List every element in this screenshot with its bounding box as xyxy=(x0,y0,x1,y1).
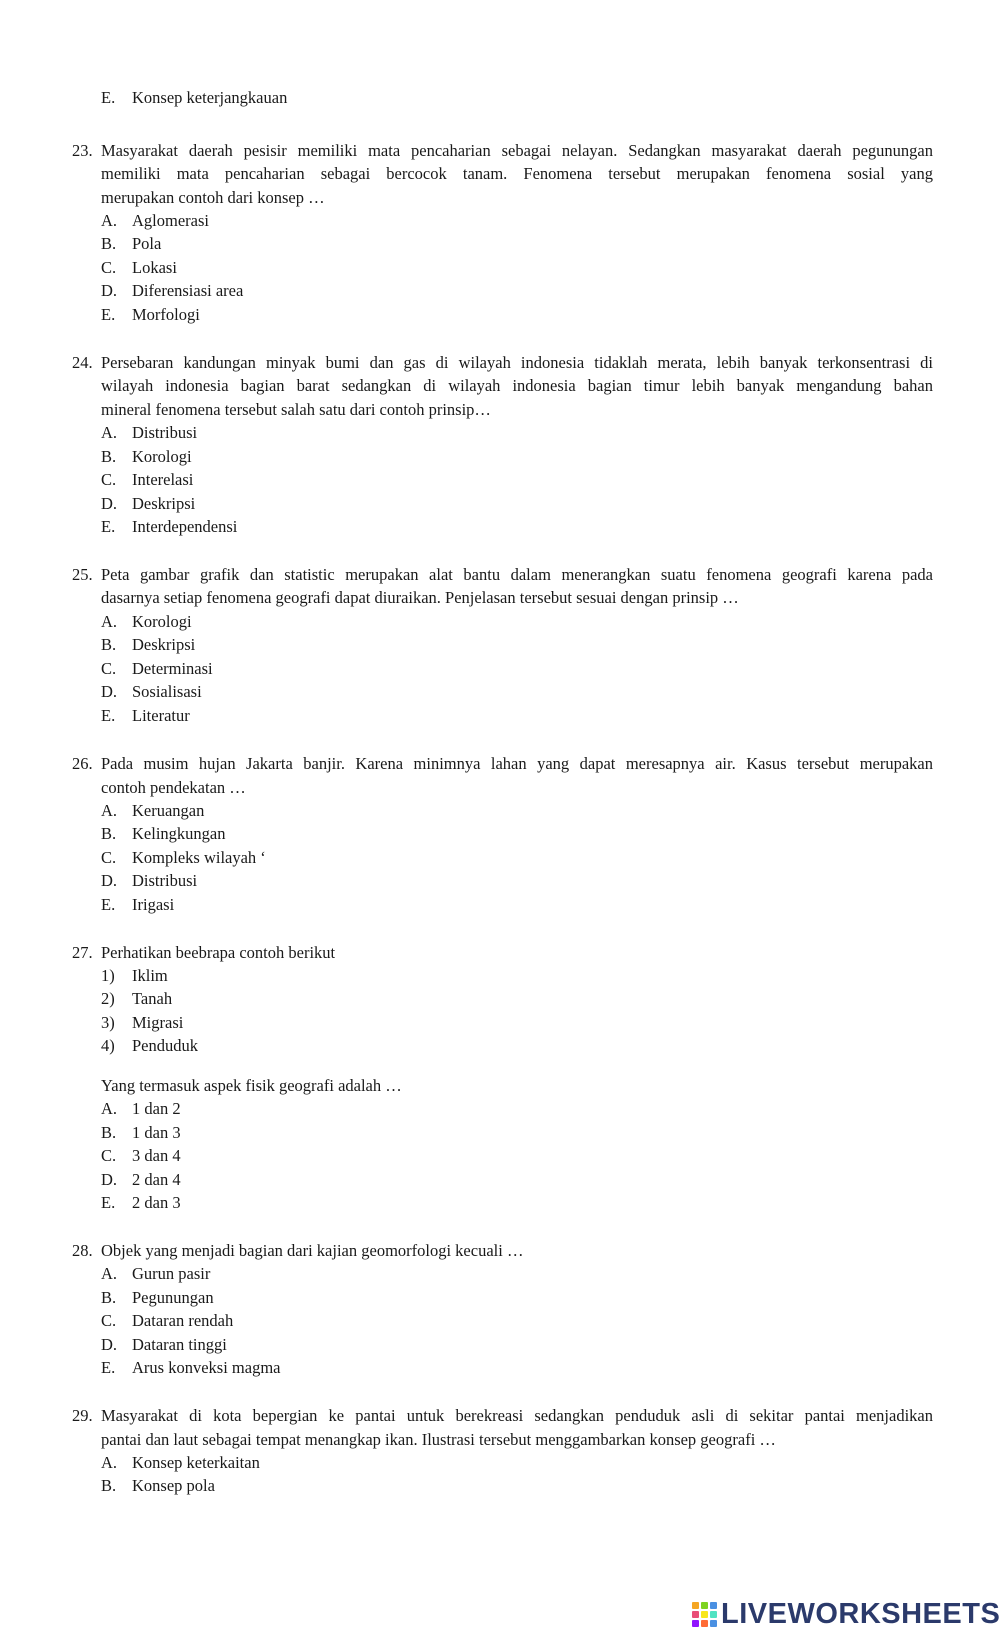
option-letter: A. xyxy=(101,1099,118,1118)
option-letter: C. xyxy=(101,470,117,489)
option-text: Kelingkungan xyxy=(132,824,226,843)
logo-tile xyxy=(701,1611,708,1618)
option-text: Determinasi xyxy=(132,659,213,678)
option-text: Lokasi xyxy=(132,258,177,277)
question-number: 27. xyxy=(72,943,93,962)
option-text: 1 dan 2 xyxy=(132,1099,181,1118)
option-text: Distribusi xyxy=(132,423,198,442)
option-text: Distribusi xyxy=(132,871,198,890)
option-letter: A. xyxy=(101,612,118,631)
option-letter: E. xyxy=(101,1193,116,1212)
question-text-line: Persebaran kandungan minyak bumi dan gas di wilayah indonesia tidaklah merata, lebih banyak terkonsentrasi di xyxy=(101,353,933,372)
option-letter: D. xyxy=(101,871,118,890)
option-letter: B. xyxy=(101,1476,117,1495)
option-letter: C. xyxy=(101,1146,117,1165)
option-text: 3 dan 4 xyxy=(132,1146,181,1165)
list-item-text: Iklim xyxy=(132,966,168,985)
option-text: Pola xyxy=(132,234,162,253)
option-text: Interelasi xyxy=(132,470,194,489)
question-text-line: merupakan contoh dari konsep … xyxy=(101,188,325,207)
option-letter: A. xyxy=(101,423,118,442)
question-text-line: dasarnya setiap fenomena geografi dapat diuraikan. Penjelasan tersebut sesuai dengan prinsip … xyxy=(101,588,739,607)
list-item-text: Penduduk xyxy=(132,1036,198,1055)
option-text: Irigasi xyxy=(132,895,175,914)
option-text: Dataran tinggi xyxy=(132,1335,227,1354)
option-text: Pegunungan xyxy=(132,1288,214,1307)
option-letter: C. xyxy=(101,258,117,277)
option-letter: D. xyxy=(101,682,118,701)
list-item-text: Tanah xyxy=(132,989,173,1008)
logo-tile xyxy=(710,1602,717,1609)
option-text: 2 dan 3 xyxy=(132,1193,181,1212)
question-number: 26. xyxy=(72,754,93,773)
option-text: Morfologi xyxy=(132,305,200,324)
option-text: Arus konveksi magma xyxy=(132,1358,281,1377)
option-text: Korologi xyxy=(132,612,192,631)
option-text: Keruangan xyxy=(132,801,205,820)
list-number: 1) xyxy=(101,966,115,985)
list-number: 3) xyxy=(101,1013,115,1032)
option-letter: B. xyxy=(101,234,117,253)
logo-tile xyxy=(692,1602,699,1609)
question-number: 29. xyxy=(72,1406,93,1425)
option-text: Aglomerasi xyxy=(132,211,209,230)
logo-tile xyxy=(710,1620,717,1627)
option-text: Sosialisasi xyxy=(132,682,202,701)
option-text: Korologi xyxy=(132,447,192,466)
question-text-line: Pada musim hujan Jakarta banjir. Karena minimnya lahan yang dapat meresapnya air. Kasus tersebut merupakan xyxy=(101,754,933,773)
question-text-line: Peta gambar grafik dan statistic merupakan alat bantu dalam menerangkan suatu fenomena geografi karena pada xyxy=(101,565,933,584)
option-text: Diferensiasi area xyxy=(132,281,244,300)
option-letter: A. xyxy=(101,801,118,820)
option-text: Deskripsi xyxy=(132,635,196,654)
option-letter: C. xyxy=(101,848,117,867)
question-text-line: contoh pendekatan … xyxy=(101,778,246,797)
option-letter: B. xyxy=(101,1288,117,1307)
question-text-line: Objek yang menjadi bagian dari kajian geomorfologi kecuali … xyxy=(101,1241,524,1260)
option-text: Konsep keterkaitan xyxy=(132,1453,260,1472)
logo-tile xyxy=(710,1611,717,1618)
option-letter: C. xyxy=(101,659,117,678)
question-text-line: pantai dan laut sebagai tempat menangkap ikan. Ilustrasi tersebut menggambarkan konsep geografi … xyxy=(101,1430,776,1449)
option-letter: C. xyxy=(101,1311,117,1330)
option-letter: B. xyxy=(101,447,117,466)
option-text: Konsep pola xyxy=(132,1476,215,1495)
logo-tile xyxy=(701,1620,708,1627)
question-number: 23. xyxy=(72,141,93,160)
question-text-line: Perhatikan beebrapa contoh berikut xyxy=(101,943,336,962)
option-letter: D. xyxy=(101,281,118,300)
list-number: 2) xyxy=(101,989,115,1008)
liveworksheets-wordmark: LIVEWORKSHEETS xyxy=(721,1597,1000,1630)
option-text: Literatur xyxy=(132,706,190,725)
option-letter: D. xyxy=(101,1170,118,1189)
question-text-line: memiliki mata pencaharian sebagai bercocok tanam. Fenomena tersebut merupakan fenomena sosial yang xyxy=(101,164,933,183)
option-letter: D. xyxy=(101,494,118,513)
option-text: Dataran rendah xyxy=(132,1311,234,1330)
question-number: 25. xyxy=(72,565,93,584)
option-text: Deskripsi xyxy=(132,494,196,513)
option-text: 1 dan 3 xyxy=(132,1123,181,1142)
logo-tile xyxy=(701,1602,708,1609)
question-prompt: Yang termasuk aspek fisik geografi adalah … xyxy=(101,1076,402,1095)
option-text: Konsep keterjangkauan xyxy=(132,88,288,107)
option-letter: B. xyxy=(101,1123,117,1142)
liveworksheets-logo[interactable] xyxy=(692,1598,1000,1630)
option-letter: B. xyxy=(101,635,117,654)
option-letter: E. xyxy=(101,88,116,107)
question-text-line: Masyarakat di kota bepergian ke pantai untuk berekreasi sedangkan penduduk asli di sekitar pantai menjadikan xyxy=(101,1406,933,1425)
option-text: Interdependensi xyxy=(132,517,238,536)
question-number: 28. xyxy=(72,1241,93,1260)
option-text: 2 dan 4 xyxy=(132,1170,181,1189)
option-letter: E. xyxy=(101,1358,116,1377)
option-letter: E. xyxy=(101,305,116,324)
logo-tile xyxy=(692,1611,699,1618)
option-text: Kompleks wilayah ‘ xyxy=(132,848,266,867)
logo-tile xyxy=(692,1620,699,1627)
list-number: 4) xyxy=(101,1036,115,1055)
option-letter: A. xyxy=(101,1453,118,1472)
list-item-text: Migrasi xyxy=(132,1013,184,1032)
option-text: Gurun pasir xyxy=(132,1264,211,1283)
option-letter: E. xyxy=(101,706,116,725)
option-letter: E. xyxy=(101,517,116,536)
option-letter: D. xyxy=(101,1335,118,1354)
option-letter: E. xyxy=(101,895,116,914)
option-letter: A. xyxy=(101,1264,118,1283)
question-number: 24. xyxy=(72,353,93,372)
question-text-line: Masyarakat daerah pesisir memiliki mata pencaharian sebagai nelayan. Sedangkan masyarakat daerah pegunungan xyxy=(101,141,933,160)
liveworksheets-grid-icon xyxy=(692,1602,717,1627)
option-letter: B. xyxy=(101,824,117,843)
question-text-line: wilayah indonesia bagian barat sedangkan di wilayah indonesia bagian timur lebih banyak mengandung bahan xyxy=(101,376,933,395)
option-letter: A. xyxy=(101,211,118,230)
question-text-line: mineral fenomena tersebut salah satu dari contoh prinsip… xyxy=(101,400,491,419)
